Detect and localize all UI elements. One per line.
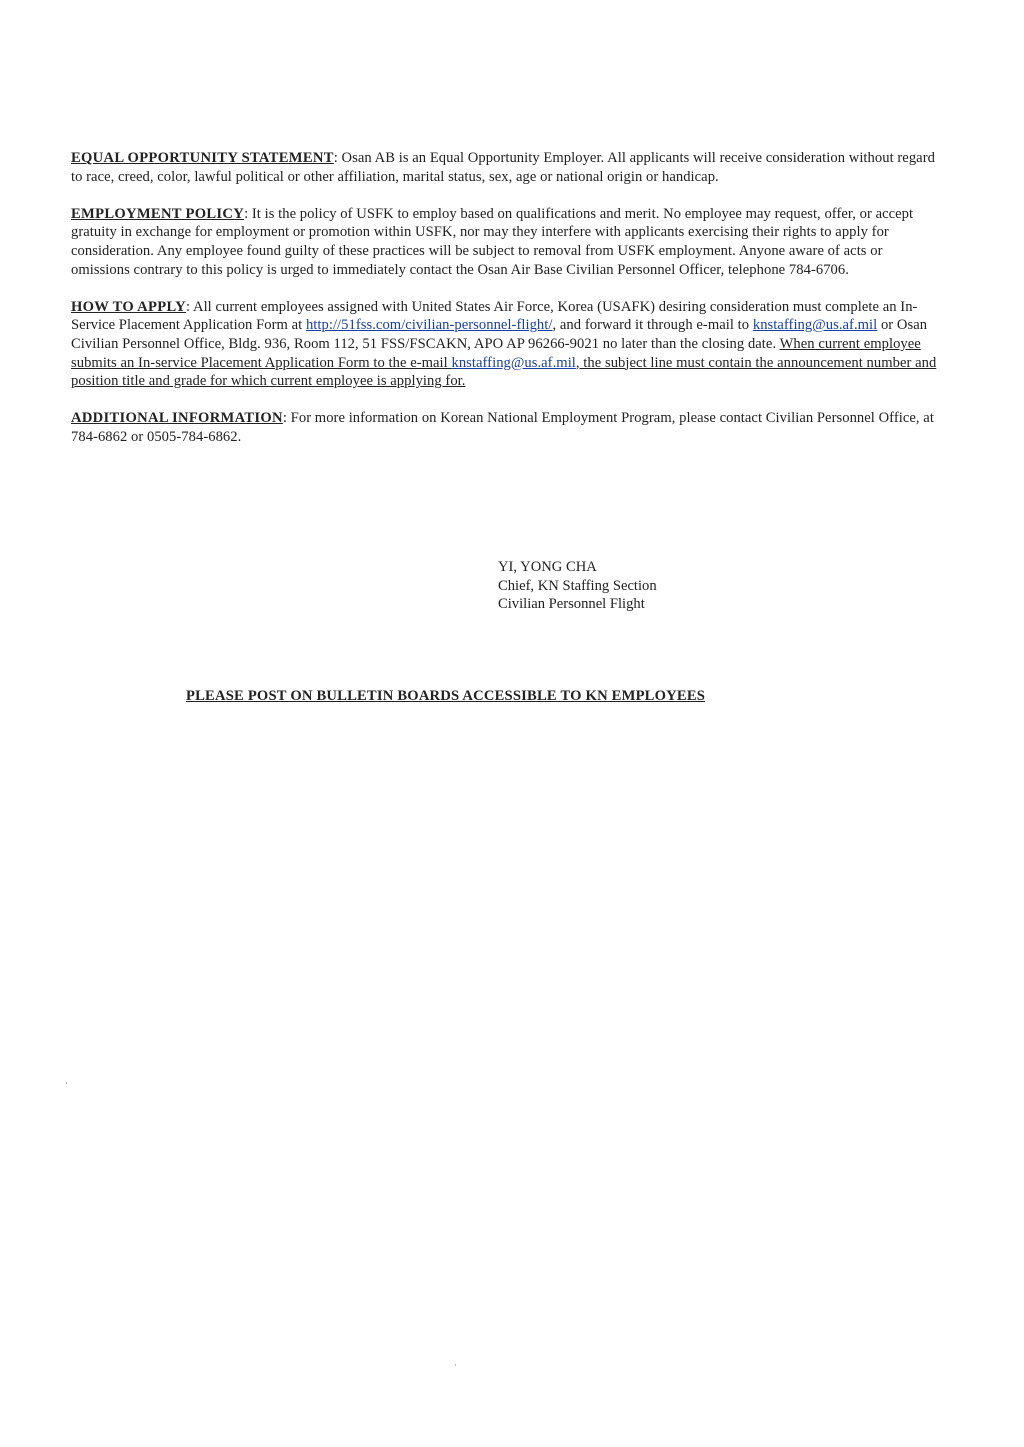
how-to-apply-text-2: , and forward it through e-mail to (552, 317, 753, 334)
posting-notice: PLEASE POST ON BULLETIN BOARDS ACCESSIBLE TO KN EMPLOYEES (186, 688, 706, 704)
how-to-apply-text-1: All current employees assigned with United States Air Force, Korea (USAFK) desiring consideration must complete an In-Service Placement Application Form at (71, 298, 918, 334)
signer-title: Chief, KN Staffing Section (498, 577, 657, 594)
signature-block (498, 558, 657, 614)
application-form-link[interactable]: http://51fss.com/civilian-personnel-flight/ (305, 317, 553, 334)
how-to-apply-sep: : (185, 298, 191, 315)
additional-information-section (71, 409, 941, 446)
how-to-apply-underlined-2: , the subject line must contain the announcement number and position title and grade for which current employee is applying for. (71, 354, 937, 390)
how-to-apply-text-3: or Osan Civilian Personnel Office, Bldg. 936, Room 112, 51 FSS/FSCAKN, APO AP 96266-9021 no later than the closing date. (71, 317, 928, 352)
staffing-email-link-2[interactable]: knstaffing@us.af.mil (451, 354, 576, 371)
how-to-apply-underlined-1: When current employee submits an In-service Placement Application Form to the e-mail (71, 335, 921, 371)
signer-name: YI, YONG CHA (498, 559, 597, 575)
equal-opportunity-sep: : (333, 150, 338, 166)
additional-information-sep: : (282, 410, 287, 427)
equal-opportunity-heading: EQUAL OPPORTUNITY STATEMENT (71, 150, 334, 166)
staffing-email-link[interactable]: knstaffing@us.af.mil (752, 317, 878, 334)
document-body (71, 149, 941, 465)
equal-opportunity-section (71, 149, 941, 186)
how-to-apply-heading: HOW TO APPLY (71, 298, 186, 315)
additional-information-body: For more information on Korean National Employment Program, please contact Civilian Personnel Office, at 784-6862 or 0505-784-6862. (71, 410, 934, 445)
employment-policy-section (71, 205, 941, 279)
additional-information-heading: ADDITIONAL INFORMATION (71, 410, 283, 427)
signer-office: Civilian Personnel Flight (498, 596, 645, 613)
employment-policy-body: It is the policy of USFK to employ based on qualifications and merit. No employee may request, offer, or accept gratuity in exchange for employment or promotion within USFK, nor may they interfere with applicants exercising their rights to apply for consideration. Any employee found guilty of these practices will be subject to removal from USFK employment. Anyone aware of acts or omissions contrary to this policy is urged to immediately contact the Osan Air Base Civilian Personnel Officer, telephone 784-6706. (71, 205, 914, 278)
scan-artifact-2 (455, 1364, 456, 1366)
equal-opportunity-body: Osan AB is an Equal Opportunity Employer. All applicants will receive consideration without regard to race, creed, color, lawful political or other affiliation, marital status, sex, age or national origin or handicap. (71, 150, 935, 185)
how-to-apply-section (71, 298, 941, 391)
scan-artifact (66, 1082, 67, 1084)
employment-policy-sep: : (244, 205, 249, 222)
employment-policy-heading: EMPLOYMENT POLICY (71, 205, 245, 222)
